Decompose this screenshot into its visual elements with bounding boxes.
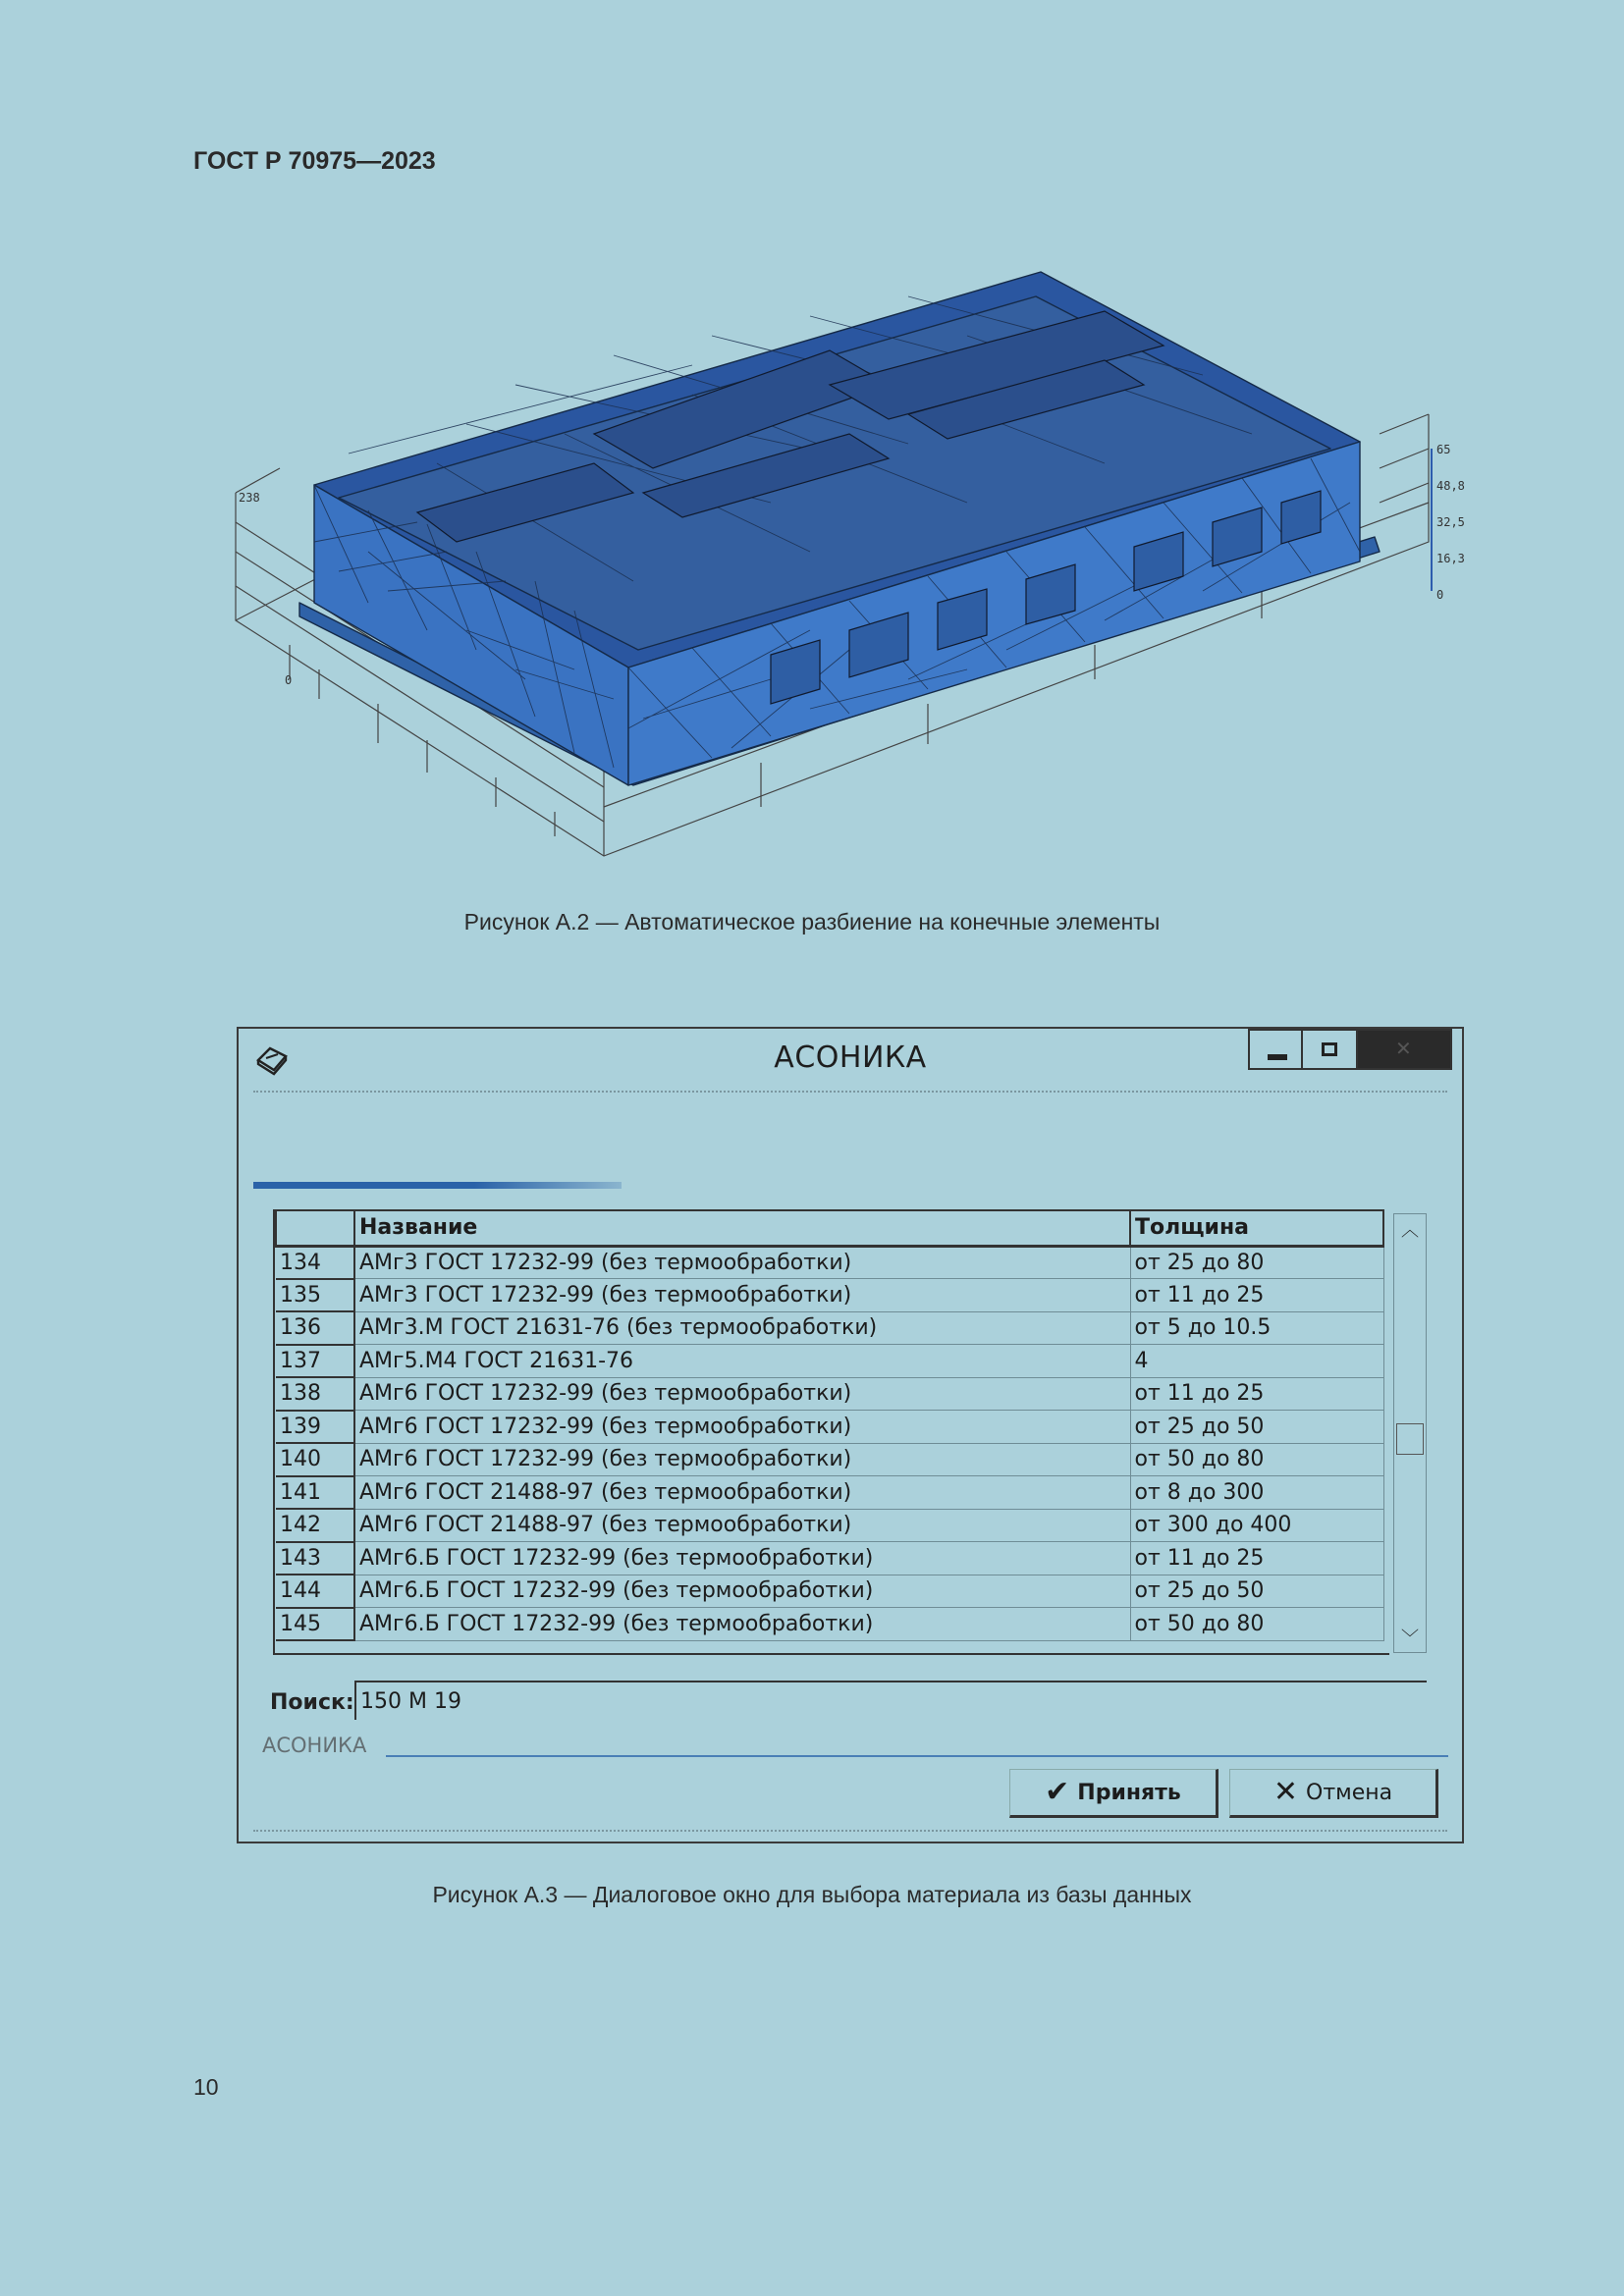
table-row[interactable] <box>276 1279 1383 1312</box>
table-row[interactable] <box>276 1311 1383 1345</box>
group-label: АСОНИКА <box>262 1734 367 1757</box>
close-icon: ✕ <box>1395 1037 1412 1060</box>
search-label: Поиск: <box>270 1690 354 1715</box>
material-select-dialog <box>237 1027 1464 1843</box>
vertical-scrollbar[interactable] <box>1393 1213 1427 1653</box>
title-bar[interactable] <box>239 1029 1462 1090</box>
material-name-cell: АМг6 ГОСТ 17232-99 (без термообработки) <box>354 1443 1130 1476</box>
thickness-cell: от 50 до 80 <box>1130 1608 1383 1641</box>
material-name-cell: АМг6 ГОСТ 21488-97 (без термообработки) <box>354 1476 1130 1510</box>
scroll-down-icon[interactable]: ﹀ <box>1401 1629 1419 1649</box>
row-number-cell: 142 <box>276 1509 354 1542</box>
thickness-cell: от 50 до 80 <box>1130 1443 1383 1476</box>
fem-mesh-figure <box>221 257 1465 866</box>
column-header-name[interactable]: Название <box>354 1210 1130 1246</box>
row-number-cell: 141 <box>276 1476 354 1510</box>
table-row[interactable] <box>276 1345 1383 1378</box>
figure-a2-caption: Рисунок А.2 — Автоматическое разбиение на конечные элементы <box>463 909 1161 934</box>
minimize-button[interactable] <box>1248 1029 1303 1070</box>
z-tick: 16,3 <box>1436 552 1465 565</box>
row-number-cell: 136 <box>276 1311 354 1345</box>
table-row[interactable] <box>276 1411 1383 1444</box>
thickness-cell: от 300 до 400 <box>1130 1509 1383 1542</box>
axis-origin-label: 0 <box>285 673 293 687</box>
column-header-number[interactable] <box>276 1210 354 1246</box>
z-tick: 32,5 <box>1436 515 1465 529</box>
document-id: ГОСТ Р 70975—2023 <box>193 147 436 175</box>
thickness-cell: от 11 до 25 <box>1130 1542 1383 1575</box>
z-tick: 48,8 <box>1436 479 1465 493</box>
material-name-cell: АМг6.Б ГОСТ 17232-99 (без термообработки) <box>354 1542 1130 1575</box>
table-header-row <box>276 1210 1383 1246</box>
thickness-cell: от 25 до 50 <box>1130 1411 1383 1444</box>
material-name-cell: АМг6 ГОСТ 17232-99 (без термообработки) <box>354 1377 1130 1411</box>
thickness-cell: от 8 до 300 <box>1130 1476 1383 1510</box>
material-name-cell: АМг3 ГОСТ 17232-99 (без термообработки) <box>354 1279 1130 1312</box>
materials-grid <box>273 1209 1389 1655</box>
row-number-cell: 144 <box>276 1575 354 1608</box>
bottom-separator <box>253 1830 1447 1832</box>
accept-button[interactable] <box>1009 1769 1218 1818</box>
material-name-cell: АМг5.М4 ГОСТ 21631-76 <box>354 1345 1130 1378</box>
material-name-cell: АМг6 ГОСТ 17232-99 (без термообработки) <box>354 1411 1130 1444</box>
row-number-cell: 138 <box>276 1377 354 1411</box>
z-tick: 0 <box>1436 588 1444 602</box>
table-row[interactable] <box>276 1542 1383 1575</box>
title-separator <box>253 1091 1447 1093</box>
row-number-cell: 134 <box>276 1246 354 1279</box>
thickness-cell: от 25 до 80 <box>1130 1246 1383 1279</box>
scroll-thumb[interactable] <box>1396 1423 1424 1455</box>
material-name-cell: АМг3.М ГОСТ 21631-76 (без термообработки) <box>354 1311 1130 1345</box>
table-row[interactable] <box>276 1377 1383 1411</box>
axis-left-label: 238 <box>239 491 260 505</box>
close-button[interactable] <box>1358 1029 1452 1070</box>
table-row[interactable] <box>276 1608 1383 1641</box>
material-name-cell: АМг6 ГОСТ 21488-97 (без термообработки) <box>354 1509 1130 1542</box>
minimize-icon <box>1268 1054 1287 1060</box>
thickness-cell: от 25 до 50 <box>1130 1575 1383 1608</box>
scroll-up-icon[interactable]: ︿ <box>1401 1220 1419 1241</box>
cancel-label: Отмена <box>1306 1780 1393 1805</box>
table-body <box>276 1246 1383 1640</box>
table-row[interactable] <box>276 1443 1383 1476</box>
thickness-cell: от 11 до 25 <box>1130 1377 1383 1411</box>
material-name-cell: АМг6.Б ГОСТ 17232-99 (без термообработки) <box>354 1608 1130 1641</box>
table-row[interactable] <box>276 1476 1383 1510</box>
figure-a3-caption: Рисунок А.3 — Диалоговое окно для выбора материала из базы данных <box>432 1882 1192 1907</box>
z-tick: 65 <box>1436 443 1451 456</box>
dialog-title: АСОНИКА <box>774 1041 927 1075</box>
axis-right-ticks <box>1436 443 1465 602</box>
group-divider <box>386 1755 1448 1757</box>
row-number-cell: 137 <box>276 1345 354 1378</box>
checkmark-icon: ✔ <box>1045 1775 1070 1809</box>
row-number-cell: 135 <box>276 1279 354 1312</box>
maximize-button[interactable] <box>1303 1029 1358 1070</box>
thickness-cell: от 5 до 10.5 <box>1130 1311 1383 1345</box>
progress-indicator <box>253 1182 622 1189</box>
page-number: 10 <box>193 2074 219 2100</box>
row-number-cell: 139 <box>276 1411 354 1444</box>
search-input[interactable] <box>354 1681 1427 1720</box>
thickness-cell: от 11 до 25 <box>1130 1279 1383 1312</box>
row-number-cell: 140 <box>276 1443 354 1476</box>
table-row[interactable] <box>276 1509 1383 1542</box>
thickness-cell: 4 <box>1130 1345 1383 1378</box>
cross-icon: ✕ <box>1272 1775 1298 1809</box>
maximize-icon <box>1322 1042 1337 1056</box>
row-number-cell: 145 <box>276 1608 354 1641</box>
material-name-cell: АМг6.Б ГОСТ 17232-99 (без термообработки) <box>354 1575 1130 1608</box>
table-row[interactable] <box>276 1575 1383 1608</box>
accept-label: Принять <box>1077 1780 1181 1805</box>
column-header-thickness[interactable]: Толщина <box>1130 1210 1383 1246</box>
cancel-button[interactable] <box>1229 1769 1438 1818</box>
material-name-cell: АМг3 ГОСТ 17232-99 (без термообработки) <box>354 1246 1130 1279</box>
table-row[interactable] <box>276 1246 1383 1279</box>
row-number-cell: 143 <box>276 1542 354 1575</box>
materials-table <box>275 1209 1384 1641</box>
window-controls <box>1248 1029 1452 1072</box>
